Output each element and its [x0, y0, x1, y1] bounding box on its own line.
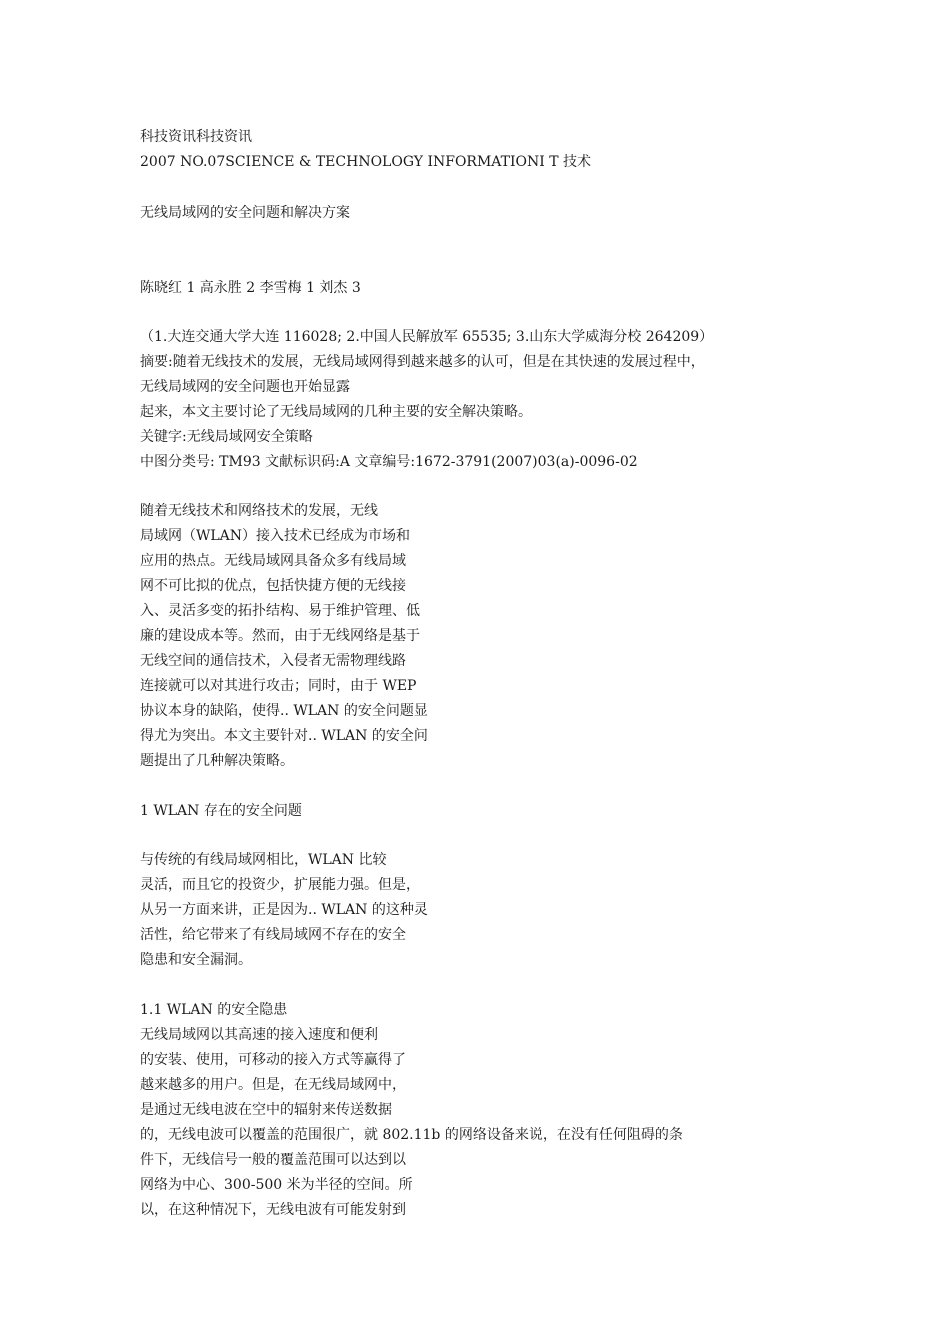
body-text-line: 与传统的有线局域网相比，WLAN 比较: [140, 852, 387, 868]
body-text-line: 连接就可以对其进行攻击；同时，由于 WEP: [140, 678, 417, 694]
body-text-line: 题提出了几种解决策略。: [140, 753, 294, 769]
body-text-line: 的，无线电波可以覆盖的范围很广，就 802.11b 的网络设备来说，在没有任何阻碍的条: [140, 1127, 683, 1143]
body-text-line: 无线局域网以其高速的接入速度和便利: [140, 1027, 378, 1043]
author-affiliations: （1.大连交通大学大连 116028; 2.中国人民解放军 65535; 3.山东大学威海分校 264209）: [140, 329, 714, 345]
section-heading: 1 WLAN 存在的安全问题: [140, 803, 302, 819]
article-authors: 陈晓红 1 高永胜 2 李雪梅 1 刘杰 3: [140, 280, 361, 296]
body-text-line: 廉的建设成本等。然而，由于无线网络是基于: [140, 628, 420, 644]
body-text-line: 入、灵活多变的拓扑结构、易于维护管理、低: [140, 603, 420, 619]
body-text-line: 活性，给它带来了有线局域网不存在的安全: [140, 927, 406, 943]
keywords-line: 关键字:无线局域网安全策略: [140, 429, 313, 445]
body-text-line: 随着无线技术和网络技术的发展，无线: [140, 503, 378, 519]
body-text-line: 以，在这种情况下，无线电波有可能发射到: [140, 1202, 406, 1218]
body-text-line: 是通过无线电波在空中的辐射来传送数据: [140, 1102, 392, 1118]
body-text-line: 件下，无线信号一般的覆盖范围可以达到以: [140, 1152, 406, 1168]
journal-issue-line: 2007 NO.07SCIENCE & TECHNOLOGY INFORMATIONI T 技术: [140, 154, 592, 170]
body-text-line: 网络为中心、300-500 米为半径的空间。所: [140, 1177, 413, 1193]
body-text-line: 灵活，而且它的投资少，扩展能力强。但是，: [140, 877, 420, 893]
body-text-line: 协议本身的缺陷，使得.. WLAN 的安全问题显: [140, 703, 428, 719]
body-text-line: 从另一方面来讲，正是因为.. WLAN 的这种灵: [140, 902, 428, 918]
body-text-line: 得尤为突出。本文主要针对.. WLAN 的安全问: [140, 728, 428, 744]
abstract-line: 起来，本文主要讨论了无线局域网的几种主要的安全解决策略。: [140, 404, 532, 420]
body-text-line: 网不可比拟的优点，包括快捷方便的无线接: [140, 578, 406, 594]
body-text-line: 隐患和安全漏洞。: [140, 952, 252, 968]
body-text-line: 的安装、使用，可移动的接入方式等赢得了: [140, 1052, 406, 1068]
body-text-line: 无线空间的通信技术，入侵者无需物理线路: [140, 653, 406, 669]
body-text-line: 局域网（WLAN）接入技术已经成为市场和: [140, 528, 411, 544]
article-title: 无线局域网的安全问题和解决方案: [140, 205, 350, 221]
subsection-heading: 1.1 WLAN 的安全隐患: [140, 1002, 288, 1018]
body-text-line: 越来越多的用户。但是，在无线局域网中，: [140, 1077, 406, 1093]
body-text-line: 应用的热点。无线局域网具备众多有线局域: [140, 553, 406, 569]
journal-name: 科技资讯科技资讯: [140, 129, 252, 145]
abstract-line: 摘要:随着无线技术的发展，无线局域网得到越来越多的认可，但是在其快速的发展过程中，: [140, 354, 705, 370]
abstract-line: 无线局域网的安全问题也开始显露: [140, 379, 350, 395]
classification-line: 中图分类号: TM93 文献标识码:A 文章编号:1672-3791(2007)03(a)-0096-02: [140, 454, 638, 470]
